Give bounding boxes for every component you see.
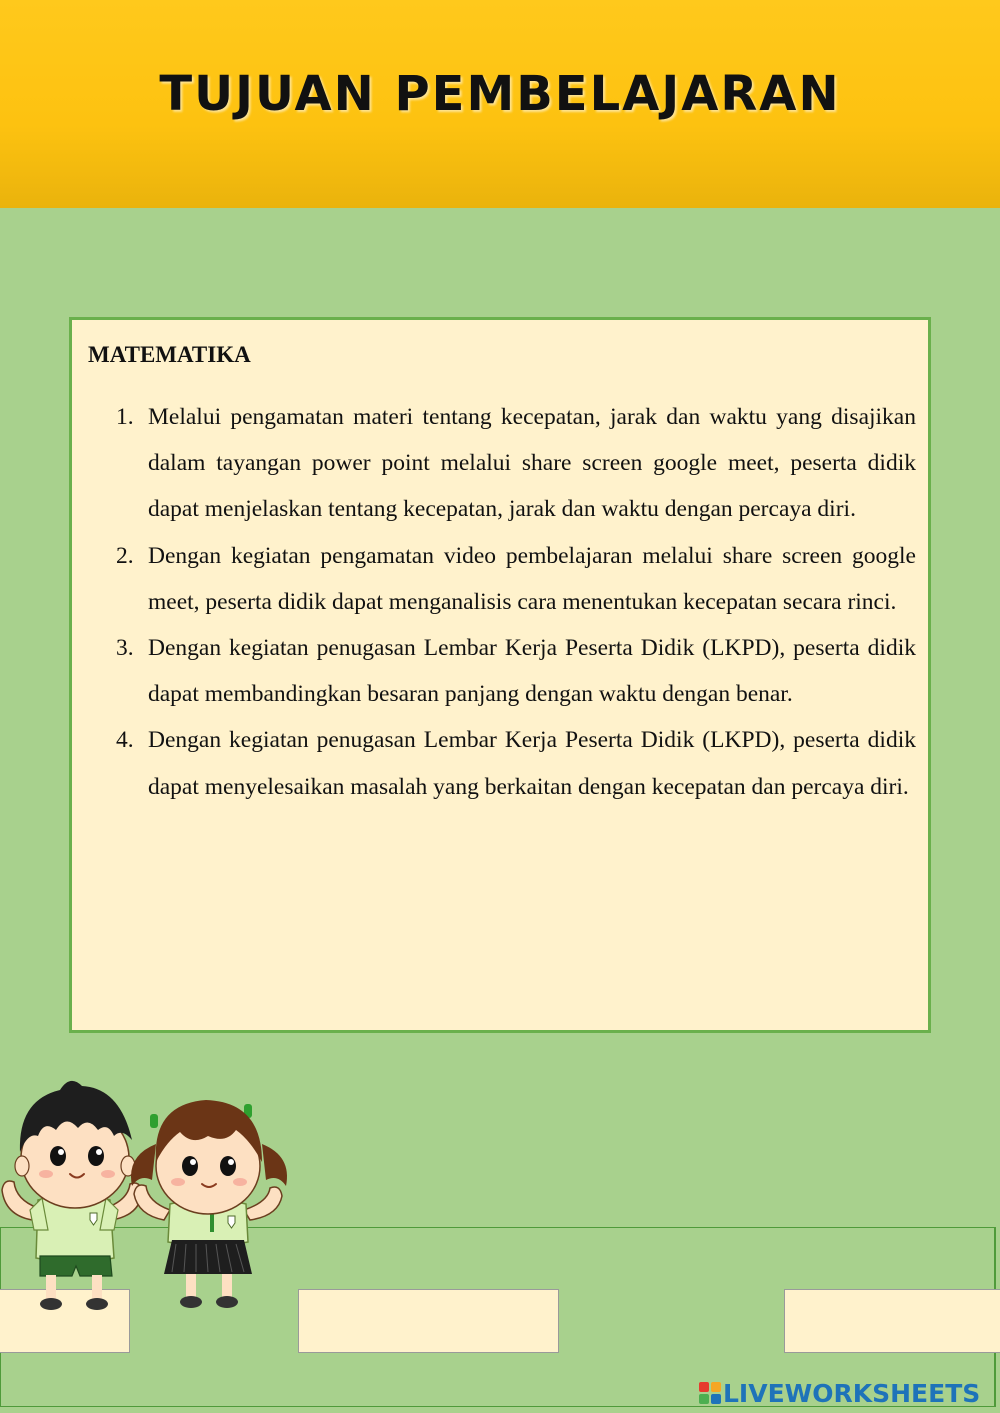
objectives-list [88,394,916,810]
brand-name: LIVEWORKSHEETS [723,1378,981,1408]
objective-number: 3. [116,635,134,662]
header-banner [0,0,1000,208]
objective-item [88,717,916,809]
objective-text: Dengan kegiatan pengamatan video pembelajaran melalui share screen google meet, peserta didik dapat menganalisis cara menentukan kecepatan secara rinci. [148,542,916,615]
objective-text: Dengan kegiatan penugasan Lembar Kerja Peserta Didik (LKPD), peserta didik dapat membandingkan besaran panjang dengan waktu dengan benar. [148,635,916,708]
objective-item [88,533,916,625]
girl-figure [131,1100,287,1308]
objectives-box [69,317,931,1033]
objective-text: Melalui pengamatan materi tentang kecepatan, jarak dan waktu yang disajikan dalam tayangan power point melalui share screen google meet, peserta didik dapat menjelaskan tentang kecepatan, jarak dan waktu dengan percaya diri. [148,404,916,523]
answer-box-2[interactable] [298,1289,559,1353]
subject-heading: MATEMATIKA [88,342,251,367]
liveworksheets-logo-icon [699,1382,721,1404]
objective-item [88,394,916,533]
objective-text: Dengan kegiatan penugasan Lembar Kerja Peserta Didik (LKPD), peserta didik dapat menyelesaikan masalah yang berkaitan dengan kecepatan dan percaya diri. [148,727,916,800]
brand-watermark [699,1377,980,1409]
page-title: TUJUAN PEMBELAJARAN [159,66,841,122]
objective-item [88,625,916,717]
answer-box-3[interactable] [784,1289,1000,1353]
boy-figure [2,1081,142,1310]
children-icon [0,1070,300,1315]
objective-number: 2. [116,542,134,569]
objective-number: 1. [116,404,134,430]
objective-number: 4. [116,727,134,754]
